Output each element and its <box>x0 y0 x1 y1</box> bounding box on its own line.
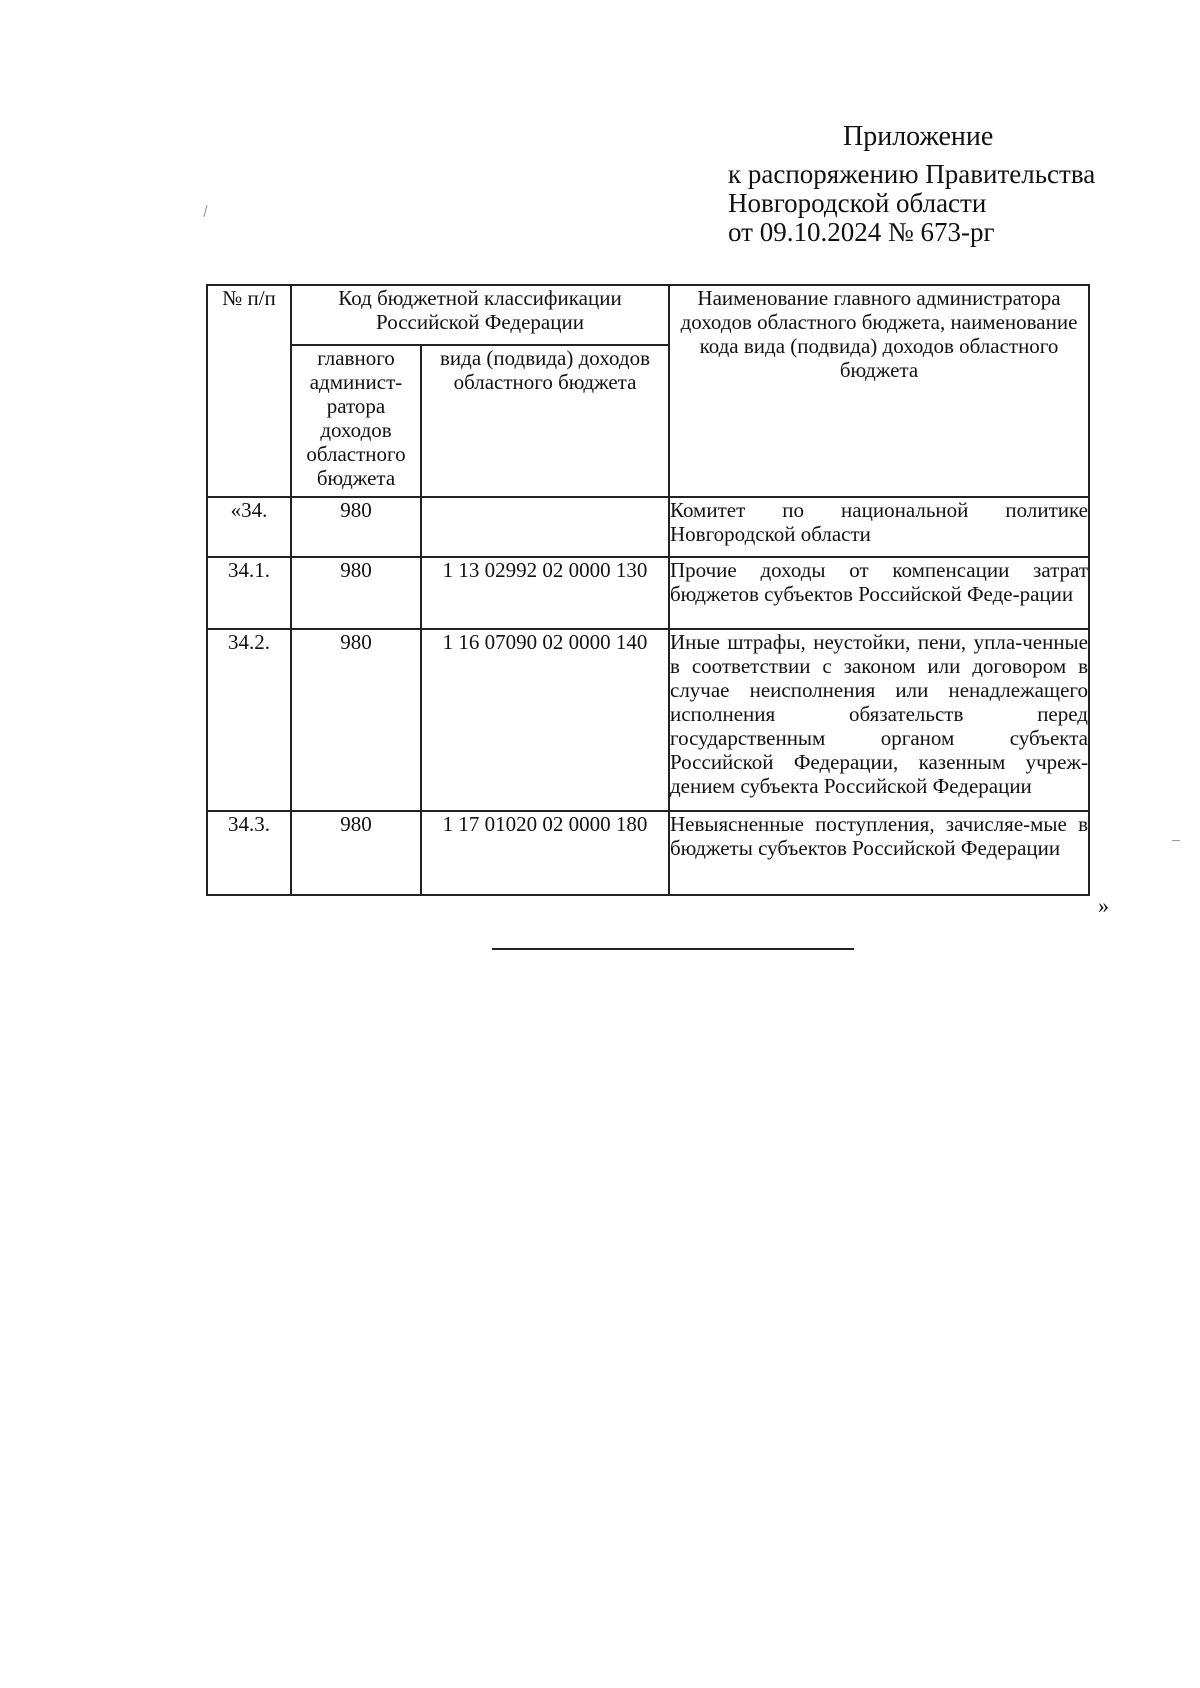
header-code-group: Код бюджетной классификации Российской Федерации <box>291 285 669 345</box>
row-income-code: 1 17 01020 02 0000 180 <box>421 811 669 895</box>
closing-quote: » <box>1098 893 1109 918</box>
appendix-reference <box>728 160 1095 247</box>
row-num: 34.2. <box>207 629 291 811</box>
table-row <box>207 629 1089 811</box>
row-admin-code: 980 <box>291 497 421 557</box>
row-admin-code: 980 <box>291 811 421 895</box>
table-row <box>207 811 1089 895</box>
row-name: Прочие доходы от компенсации затрат бюджетов субъектов Российской Феде-рации <box>669 557 1089 629</box>
row-name: Невыясненные поступления, зачисляе-мые в бюджеты субъектов Российской Федерации <box>669 811 1089 895</box>
row-income-code <box>421 497 669 557</box>
table-header-row-1 <box>207 285 1089 345</box>
row-num: «34. <box>207 497 291 557</box>
budget-classification-table <box>206 284 1090 896</box>
header-code: вида (подвида) доходов областного бюджета <box>421 345 669 497</box>
row-name: Иные штрафы, неустойки, пени, упла-ченные в соответствии с законом или договором в случае неисполнения или ненадлежащего исполнения обязательств перед государственным органом субъекта Российской Федерации, казенным учреж-дением субъекта Российской Федерации <box>669 629 1089 811</box>
row-admin-code: 980 <box>291 629 421 811</box>
row-income-code: 1 16 07090 02 0000 140 <box>421 629 669 811</box>
header-admin: главного админист-ратора доходов областного бюджета <box>291 345 421 497</box>
appendix-reference-line-3: от 09.10.2024 № 673-рг <box>728 217 995 247</box>
appendix-title: Приложение <box>843 121 994 152</box>
row-admin-code: 980 <box>291 557 421 629</box>
row-income-code: 1 13 02992 02 0000 130 <box>421 557 669 629</box>
appendix-reference-line-1: к распоряжению Правительства <box>728 159 1096 189</box>
end-divider <box>492 948 854 950</box>
table-row <box>207 497 1089 557</box>
row-num: 34.1. <box>207 557 291 629</box>
row-num: 34.3. <box>207 811 291 895</box>
row-name: Комитет по национальной политике Новгородской области <box>669 497 1089 557</box>
header-name: Наименование главного администратора доходов областного бюджета, наименование кода вида (подвида) доходов областного бюджета <box>669 285 1089 497</box>
scan-artifact-mark <box>203 205 207 217</box>
appendix-reference-line-2: Новгородской области <box>728 188 987 218</box>
scan-artifact-mark-right <box>1172 840 1180 841</box>
table-row <box>207 557 1089 629</box>
header-num: № п/п <box>207 285 291 497</box>
